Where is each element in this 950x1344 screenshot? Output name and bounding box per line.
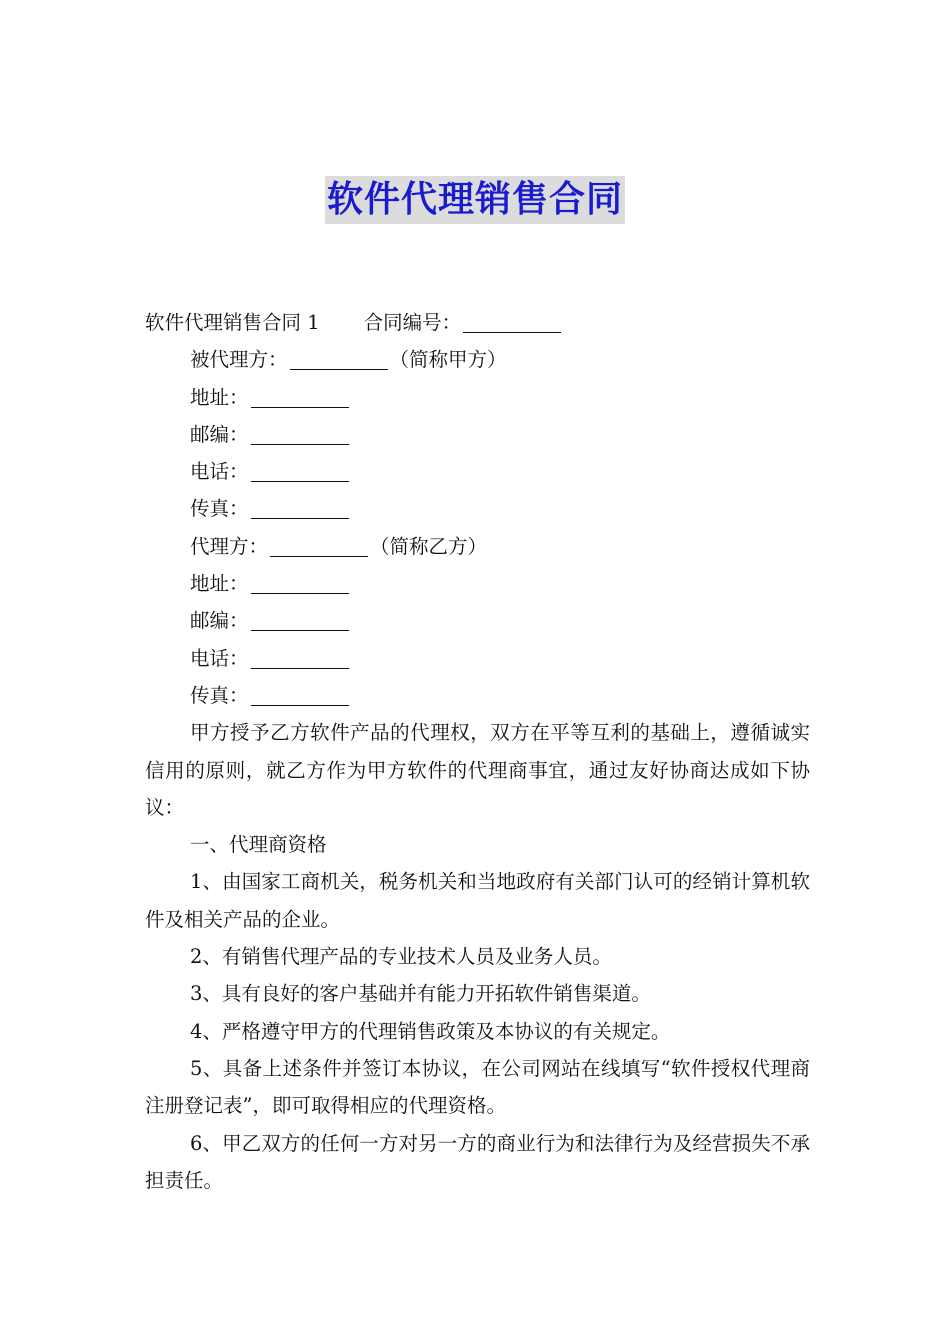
- principal-address-line: [145, 379, 810, 416]
- principal-label: 被代理方：: [190, 348, 288, 372]
- contract-number-label: 合同编号：: [363, 311, 462, 334]
- postcode-blank: [251, 421, 349, 445]
- agent-suffix: （简称乙方）: [370, 534, 488, 558]
- principal-suffix: （简称甲方）: [389, 348, 507, 372]
- intro-paragraph: 甲方授予乙方软件产品的代理权，双方在平等互利的基础上，遵循诚实信用的原则，就乙方作为甲方软件的代理商事宜，通过友好协商达成如下协议：: [145, 721, 810, 819]
- postcode-label: 邮编：: [190, 422, 249, 446]
- clause-1: 1、由国家工商机关，税务机关和当地政府有关部门认可的经销计算机软件及相关产品的企业。: [145, 870, 810, 931]
- principal-fax-line: [145, 490, 810, 527]
- document-title: 软件代理销售合同: [325, 176, 625, 224]
- clause-4: 4、严格遵守甲方的代理销售政策及本协议的有关规定。: [190, 1019, 671, 1043]
- address-label: 地址：: [190, 385, 249, 409]
- fax-label: 传真：: [190, 497, 249, 521]
- phone-blank: [251, 645, 349, 669]
- fax-blank: [251, 495, 349, 519]
- title-container: [0, 176, 950, 224]
- agent-line: [145, 528, 810, 565]
- clause-3: 3、具有良好的客户基础并有能力开拓软件销售渠道。: [190, 982, 651, 1006]
- phone-label: 电话：: [190, 646, 249, 670]
- phone-label: 电话：: [190, 460, 249, 484]
- postcode-label: 邮编：: [190, 609, 249, 633]
- postcode-blank: [251, 607, 349, 631]
- address-blank: [251, 570, 349, 594]
- clause-5: 5、具备上述条件并签订本协议，在公司网站在线填写“软件授权代理商注册登记表”，即可取得相应的代理资格。: [145, 1056, 810, 1118]
- agent-label: 代理方：: [190, 534, 269, 558]
- agent-phone-line: [145, 640, 810, 677]
- address-label: 地址：: [190, 572, 249, 596]
- document-body: [145, 304, 810, 1199]
- clause-6: 6、甲乙双方的任何一方对另一方的商业行为和法律行为及经营损失不承担责任。: [145, 1131, 810, 1192]
- principal-blank: [290, 346, 388, 370]
- principal-line: [145, 341, 810, 378]
- principal-phone-line: [145, 453, 810, 490]
- fax-label: 传真：: [190, 683, 249, 707]
- contract-number-blank: [463, 309, 561, 333]
- header-line: [145, 304, 810, 341]
- section-heading: 一、代理商资格: [190, 833, 327, 857]
- agent-postcode-line: [145, 602, 810, 639]
- fax-blank: [251, 682, 349, 706]
- principal-postcode-line: [145, 416, 810, 453]
- address-blank: [251, 384, 349, 408]
- agent-blank: [270, 533, 368, 557]
- agent-fax-line: [145, 677, 810, 714]
- contract-header: 软件代理销售合同 1: [145, 311, 320, 334]
- clause-2: 2、有销售代理产品的专业技术人员及业务人员。: [190, 945, 612, 969]
- agent-address-line: [145, 565, 810, 602]
- phone-blank: [251, 458, 349, 482]
